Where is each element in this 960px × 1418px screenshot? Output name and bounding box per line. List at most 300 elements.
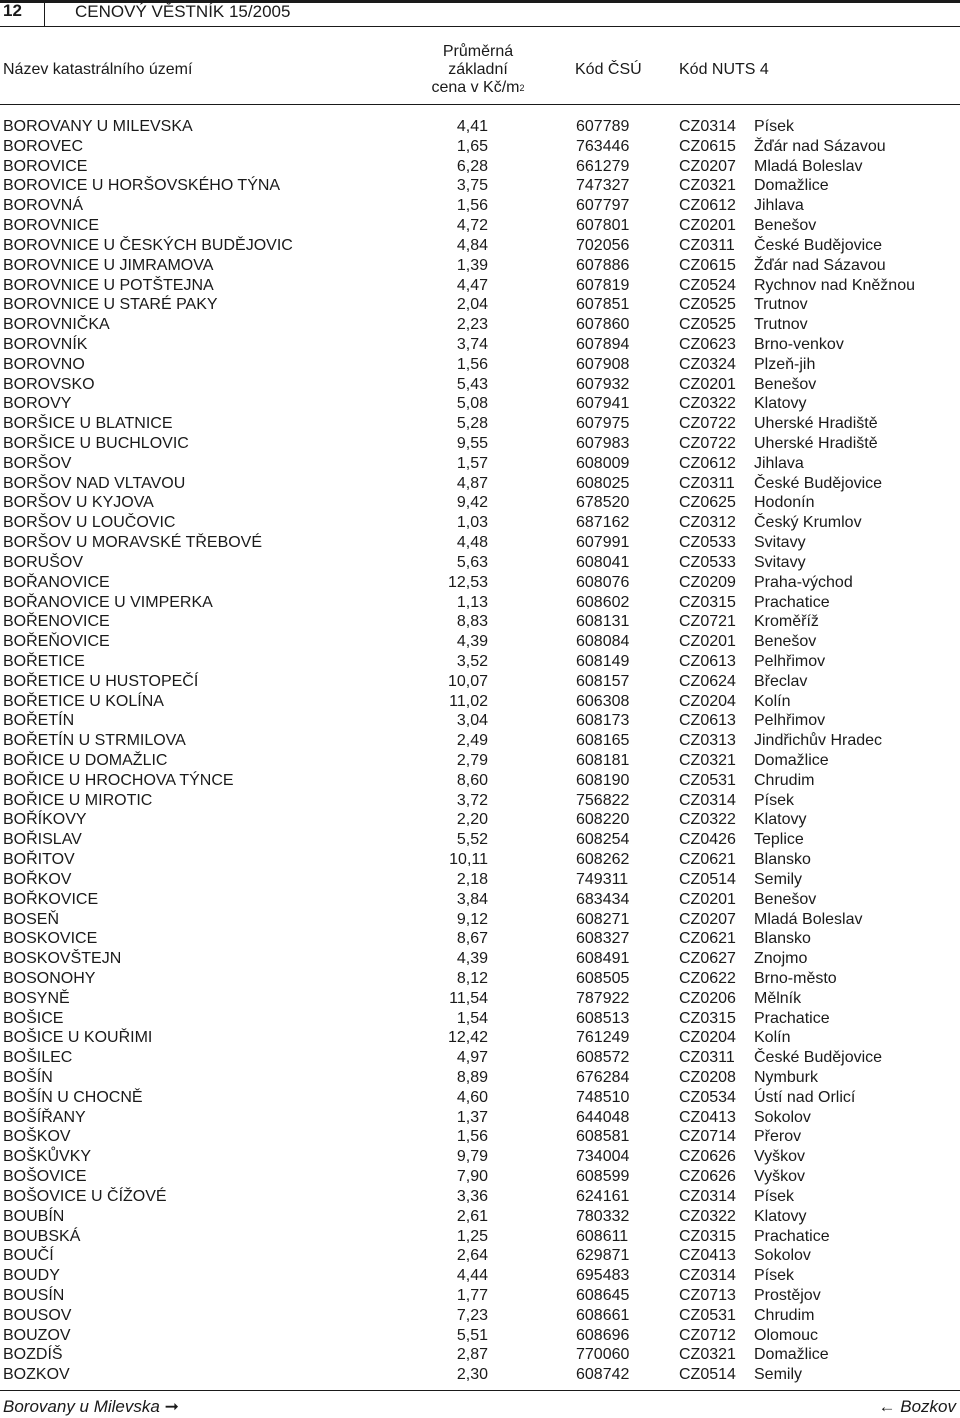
district-name: Benešov: [754, 375, 817, 393]
district-name: Plzeň-jih: [754, 355, 816, 373]
district-name: Pelhřimov: [754, 712, 826, 730]
header-rule: [0, 26, 960, 27]
csu-code: 607789: [576, 118, 630, 135]
nuts-code: CZ0322: [679, 395, 736, 413]
table-row: [0, 533, 960, 553]
table-row: [0, 276, 960, 296]
average-price: 5,63: [456, 553, 488, 571]
csu-code: 608076: [576, 573, 630, 591]
arrow-left-icon: ←: [878, 1397, 896, 1416]
district-name: Žďár nad Sázavou: [754, 256, 886, 274]
district-name: Prachatice: [754, 593, 830, 611]
nuts-code: CZ0314: [679, 1267, 736, 1285]
average-price: 1,39: [456, 256, 488, 274]
table-row: [0, 1246, 960, 1266]
district-name: Kolín: [754, 692, 791, 710]
nuts-code: CZ0312: [679, 514, 736, 532]
csu-code: 734004: [576, 1148, 630, 1166]
nuts-code: CZ0201: [679, 375, 736, 393]
nuts-code: CZ0613: [679, 652, 736, 670]
cadastral-name: BOUZOV: [3, 1326, 71, 1344]
district-name: Praha-východ: [754, 573, 853, 591]
csu-code: 608149: [576, 652, 630, 670]
table-row: [0, 1127, 960, 1147]
arrow-right-icon: ➞: [164, 1397, 179, 1416]
table-row: [0, 176, 960, 196]
average-price: 1,56: [456, 197, 488, 215]
district-name: Písek: [754, 791, 795, 809]
nuts-code: CZ0531: [679, 771, 736, 789]
table-row: [0, 434, 960, 454]
cadastral-name: BORŠICE U BLATNICE: [3, 415, 173, 433]
table-body: [0, 117, 960, 1385]
average-price: 2,04: [456, 296, 488, 314]
table-row: [0, 1108, 960, 1128]
average-price: 1,13: [456, 593, 488, 611]
csu-code: 749311: [576, 870, 629, 888]
nuts-code: CZ0201: [679, 217, 736, 235]
table-row: [0, 1345, 960, 1365]
average-price: 4,39: [456, 633, 488, 651]
cadastral-name: BOŠILEC: [3, 1049, 73, 1067]
average-price: 3,72: [456, 791, 488, 809]
nuts-code: CZ0626: [679, 1168, 736, 1186]
nuts-code: CZ0713: [679, 1286, 736, 1304]
district-name: Domažlice: [754, 752, 829, 769]
nuts-code: CZ0314: [679, 118, 736, 135]
district-name: Brno-venkov: [754, 335, 844, 353]
district-name: Semily: [754, 1366, 803, 1384]
district-name: České Budějovice: [754, 236, 883, 254]
csu-code: 747327: [576, 177, 630, 195]
cadastral-name: BOŠKŮVKY: [3, 1148, 92, 1166]
district-name: Mladá Boleslav: [754, 910, 863, 928]
table-row: [0, 573, 960, 593]
average-price: 4,48: [456, 534, 488, 552]
csu-code: 695483: [576, 1267, 630, 1285]
csu-code: 608271: [576, 910, 630, 928]
district-name: Domažlice: [754, 177, 829, 195]
nuts-code: CZ0322: [679, 1207, 736, 1225]
table-row: [0, 751, 960, 771]
nuts-code: CZ0524: [679, 276, 736, 294]
average-price: 2,49: [456, 732, 488, 750]
cadastral-name: BORŠOV U MORAVSKÉ TŘEBOVÉ: [3, 534, 263, 552]
nuts-code: CZ0314: [679, 1187, 736, 1205]
district-name: Klatovy: [754, 1207, 807, 1225]
table-row: [0, 1088, 960, 1108]
cadastral-name: BOŠÍŘANY: [3, 1108, 86, 1126]
csu-code: 608581: [576, 1128, 630, 1146]
average-price: 3,84: [456, 890, 488, 908]
average-price: 9,12: [456, 910, 488, 928]
table-row: [0, 910, 960, 930]
average-price: 3,75: [456, 177, 488, 195]
nuts-code: CZ0612: [679, 197, 736, 215]
csu-code: 608025: [576, 474, 630, 492]
csu-code: 607851: [576, 296, 630, 314]
nuts-code: CZ0204: [679, 692, 736, 710]
csu-code: 608220: [576, 811, 630, 829]
table-row: [0, 692, 960, 712]
average-price: 3,04: [456, 712, 488, 730]
district-name: Přerov: [754, 1128, 802, 1146]
average-price: 4,47: [456, 276, 488, 294]
table-row: [0, 810, 960, 830]
average-price: 3,74: [456, 335, 488, 353]
cadastral-name: BOŠOVICE: [3, 1168, 87, 1186]
nuts-code: CZ0624: [679, 672, 736, 690]
district-name: Kolín: [754, 1029, 791, 1047]
csu-code: 608491: [576, 950, 630, 968]
table-row: [0, 791, 960, 811]
average-price: 4,39: [456, 950, 488, 968]
table-row: [0, 652, 960, 672]
nuts-code: CZ0514: [679, 870, 736, 888]
table-row: [0, 216, 960, 236]
nuts-code: CZ0314: [679, 791, 736, 809]
district-name: Vyškov: [754, 1168, 805, 1186]
table-row: [0, 295, 960, 315]
nuts-code: CZ0413: [679, 1247, 736, 1265]
csu-code: 608157: [576, 672, 630, 690]
csu-code: 608009: [576, 454, 630, 472]
table-row: [0, 196, 960, 216]
csu-code: 770060: [576, 1346, 630, 1364]
csu-code: 608262: [576, 851, 630, 869]
cadastral-name: BOROVNICE: [3, 217, 100, 235]
csu-code: 629871: [576, 1247, 630, 1265]
average-price: 12,53: [447, 573, 488, 591]
csu-code: 608254: [576, 831, 630, 849]
table-row: [0, 989, 960, 1009]
district-name: Prostějov: [754, 1286, 821, 1304]
table-row: [0, 890, 960, 910]
cadastral-name: BOROVICE U HORŠOVSKÉHO TÝNA: [3, 177, 281, 195]
table-row: [0, 1207, 960, 1227]
csu-code: 608165: [576, 732, 630, 750]
csu-code: 756822: [576, 791, 630, 809]
district-name: Svitavy: [754, 553, 806, 571]
footer-first-label: Borovany u Milevska: [3, 1397, 160, 1416]
csu-code: 661279: [576, 157, 630, 175]
nuts-code: CZ0209: [679, 573, 736, 591]
cadastral-name: BORŠOV: [3, 454, 72, 472]
district-name: Domažlice: [754, 1346, 829, 1364]
district-name: Chrudim: [754, 771, 815, 789]
csu-code: 683434: [576, 890, 630, 908]
cadastral-name: BORUŠOV: [3, 553, 84, 571]
average-price: 3,52: [456, 652, 488, 670]
average-price: 7,23: [456, 1306, 488, 1324]
district-name: Písek: [754, 1187, 795, 1205]
cadastral-name: BOŘETÍN: [3, 712, 75, 730]
nuts-code: CZ0315: [679, 593, 736, 611]
table-row: [0, 1286, 960, 1306]
cadastral-name: BOŘANOVICE U VIMPERKA: [3, 593, 213, 611]
nuts-code: CZ0321: [679, 752, 736, 769]
table-row: [0, 236, 960, 256]
price-header-unit: cena v Kč/m: [431, 79, 520, 96]
table-row: [0, 553, 960, 573]
district-name: Uherské Hradiště: [754, 415, 878, 433]
cadastral-name: BOSYNĚ: [3, 989, 70, 1007]
average-price: 1,54: [456, 1009, 488, 1027]
csu-code: 608599: [576, 1168, 630, 1186]
price-header-line1: Průměrná: [442, 43, 514, 60]
cadastral-name: BOUSÍN: [3, 1286, 65, 1304]
table-row: [0, 1147, 960, 1167]
cadastral-name: BOŠICE U KOUŘIMI: [3, 1029, 153, 1047]
district-name: Uherské Hradiště: [754, 435, 878, 452]
csu-code: 607860: [576, 316, 630, 334]
cadastral-name: BOZDÍŠ: [3, 1346, 63, 1364]
average-price: 2,87: [456, 1346, 488, 1364]
district-name: Prachatice: [754, 1227, 830, 1245]
cadastral-name: BOROVEC: [3, 137, 84, 155]
district-name: Klatovy: [754, 395, 807, 413]
table-row: [0, 593, 960, 613]
district-name: Trutnov: [754, 316, 808, 334]
nuts-code: CZ0612: [679, 454, 736, 472]
csu-code: 608190: [576, 771, 630, 789]
district-name: Benešov: [754, 633, 817, 651]
cadastral-name: BOŘISLAV: [3, 831, 82, 849]
average-price: 2,30: [456, 1366, 488, 1384]
cadastral-name: BOROVY: [3, 395, 72, 413]
nuts-code: CZ0201: [679, 890, 736, 908]
district-name: Mělník: [754, 989, 802, 1007]
cadastral-name: BOROVNIČKA: [3, 316, 110, 334]
table-row: [0, 771, 960, 791]
average-price: 11,02: [449, 692, 488, 710]
nuts-code: CZ0627: [679, 950, 736, 968]
nuts-code: CZ0311: [679, 236, 735, 254]
csu-code: 608513: [576, 1009, 630, 1027]
cadastral-name: BOROVSKO: [3, 375, 95, 393]
table-row: [0, 493, 960, 513]
csu-code: 607908: [576, 355, 630, 373]
csu-code: 608327: [576, 930, 630, 948]
table-row: [0, 632, 960, 652]
cadastral-name: BOŘANOVICE: [3, 573, 110, 591]
district-name: Blansko: [754, 930, 811, 948]
average-price: 3,36: [456, 1187, 488, 1205]
district-name: Jihlava: [754, 454, 804, 472]
district-name: Nymburk: [754, 1069, 819, 1086]
csu-code: 607797: [576, 197, 630, 215]
column-header-nuts: Kód NUTS 4: [679, 61, 769, 78]
district-name: Český Krumlov: [754, 514, 862, 532]
average-price: 8,83: [456, 613, 488, 631]
district-name: Žďár nad Sázavou: [754, 137, 886, 155]
average-price: 4,44: [456, 1267, 488, 1285]
csu-code: 687162: [576, 514, 630, 532]
average-price: 9,42: [456, 494, 488, 512]
footer-first-entry: [3, 1397, 179, 1417]
nuts-code: CZ0204: [679, 1029, 736, 1047]
csu-code: 608041: [576, 553, 630, 571]
table-row: [0, 612, 960, 632]
cadastral-name: BORŠOV U KYJOVA: [3, 494, 154, 512]
csu-code: 607894: [576, 335, 630, 353]
table-row: [0, 929, 960, 949]
table-row: [0, 1068, 960, 1088]
nuts-code: CZ0722: [679, 415, 736, 433]
csu-code: 761249: [576, 1029, 630, 1047]
district-name: Sokolov: [754, 1247, 811, 1265]
csu-code: 763446: [576, 137, 630, 155]
cadastral-name: BOROVANY U MILEVSKA: [3, 118, 193, 135]
average-price: 4,87: [456, 474, 488, 492]
table-row: [0, 1009, 960, 1029]
average-price: 2,23: [456, 316, 488, 334]
average-price: 1,56: [456, 1128, 488, 1146]
nuts-code: CZ0722: [679, 435, 736, 452]
cadastral-name: BOROVICE: [3, 157, 88, 175]
table-row: [0, 1266, 960, 1286]
district-name: Hodonín: [754, 494, 815, 512]
cadastral-name: BOŘKOVICE: [3, 890, 99, 908]
cadastral-name: BOROVNÁ: [3, 197, 84, 215]
district-name: Pelhřimov: [754, 652, 826, 670]
page-number: 12: [3, 1, 22, 20]
nuts-code: CZ0531: [679, 1306, 736, 1324]
csu-code: 608661: [576, 1306, 630, 1324]
average-price: 5,52: [456, 831, 488, 849]
csu-code: 608084: [576, 633, 630, 651]
cadastral-name: BOŘITOV: [3, 851, 75, 869]
table-row: [0, 375, 960, 395]
table-row: [0, 870, 960, 890]
nuts-code: CZ0311: [679, 1049, 735, 1067]
table-row: [0, 335, 960, 355]
nuts-code: CZ0321: [679, 1346, 736, 1364]
csu-code: 787922: [576, 989, 630, 1007]
cadastral-name: BOSONOHY: [3, 969, 96, 987]
cadastral-name: BOŘKOV: [3, 870, 72, 888]
district-name: Benešov: [754, 217, 817, 235]
page-header: [0, 0, 960, 26]
column-header-name: Název katastrálního území: [3, 61, 193, 78]
nuts-code: CZ0413: [679, 1108, 736, 1126]
nuts-code: CZ0525: [679, 316, 736, 334]
publication-title: CENOVÝ VĚSTNÍK 15/2005: [75, 2, 291, 21]
average-price: 2,61: [456, 1207, 488, 1225]
price-header-line2: základní: [448, 61, 508, 78]
cadastral-name: BOROVNO: [3, 355, 85, 373]
cadastral-name: BOZKOV: [3, 1366, 70, 1384]
nuts-code: CZ0426: [679, 831, 736, 849]
table-row: [0, 1227, 960, 1247]
cadastral-name: BOŘENOVICE: [3, 613, 110, 631]
table-row: [0, 315, 960, 335]
csu-code: 608131: [576, 613, 630, 631]
csu-code: 607983: [576, 435, 630, 452]
table-row: [0, 1187, 960, 1207]
csu-code: 748510: [576, 1088, 630, 1106]
cadastral-name: BOROVNICE U JIMRAMOVA: [3, 256, 214, 274]
csu-code: 608173: [576, 712, 630, 730]
district-name: Vyškov: [754, 1148, 805, 1166]
district-name: České Budějovice: [754, 1049, 883, 1067]
nuts-code: CZ0514: [679, 1366, 736, 1384]
csu-code: 624161: [576, 1187, 630, 1205]
table-row: [0, 672, 960, 692]
average-price: 7,90: [456, 1168, 488, 1186]
district-name: Klatovy: [754, 811, 807, 829]
nuts-code: CZ0207: [679, 910, 736, 928]
footer-last-entry: [879, 1397, 956, 1417]
cadastral-name: BOŘETICE: [3, 652, 85, 670]
average-price: 5,43: [456, 375, 488, 393]
csu-code: 608572: [576, 1049, 630, 1067]
nuts-code: CZ0615: [679, 137, 736, 155]
table-row: [0, 117, 960, 137]
table-row: [0, 949, 960, 969]
nuts-code: CZ0626: [679, 1148, 736, 1166]
csu-code: 676284: [576, 1069, 630, 1086]
average-price: 10,11: [449, 851, 488, 869]
cadastral-name: BOROVNICE U ČESKÝCH BUDĚJOVIC: [3, 236, 293, 254]
cadastral-name: BOŘEŇOVICE: [3, 633, 110, 651]
table-row: [0, 711, 960, 731]
csu-code: 608742: [576, 1366, 630, 1384]
csu-code: 608505: [576, 969, 630, 987]
cadastral-name: BOŠKOV: [3, 1128, 71, 1146]
cadastral-name: BOUBÍN: [3, 1207, 65, 1225]
csu-code: 702056: [576, 236, 630, 254]
cadastral-name: BOŘETICE U KOLÍNA: [3, 692, 164, 710]
district-name: Písek: [754, 118, 795, 135]
nuts-code: CZ0625: [679, 494, 736, 512]
table-row: [0, 1048, 960, 1068]
csu-code: 608696: [576, 1326, 630, 1344]
footer-last-label: Bozkov: [900, 1397, 956, 1416]
average-price: 5,08: [456, 395, 488, 413]
price-header-line3: [418, 79, 538, 97]
district-name: Teplice: [754, 831, 804, 849]
csu-code: 608181: [576, 752, 630, 769]
cadastral-name: BOSEŇ: [3, 910, 60, 928]
cadastral-name: BOŘICE U DOMAŽLIC: [3, 752, 168, 769]
table-row: [0, 1326, 960, 1346]
nuts-code: CZ0533: [679, 534, 736, 552]
district-name: Kroměříž: [754, 613, 819, 631]
district-name: Benešov: [754, 890, 817, 908]
header-separator: [44, 0, 45, 26]
nuts-code: CZ0621: [679, 930, 736, 948]
district-name: Brno-město: [754, 969, 837, 987]
table-header-rule: [0, 104, 960, 105]
average-price: 2,18: [456, 870, 488, 888]
nuts-code: CZ0721: [679, 613, 736, 631]
cadastral-name: BOROVNÍK: [3, 335, 88, 353]
average-price: 4,97: [456, 1049, 488, 1067]
average-price: 8,12: [456, 969, 488, 987]
average-price: 9,79: [456, 1148, 488, 1166]
average-price: 1,25: [456, 1227, 488, 1245]
csu-code: 608602: [576, 593, 630, 611]
district-name: Jihlava: [754, 197, 804, 215]
table-row: [0, 830, 960, 850]
average-price: 12,42: [447, 1029, 488, 1047]
csu-code: 607801: [576, 217, 630, 235]
nuts-code: CZ0613: [679, 712, 736, 730]
cadastral-name: BOŠÍN U CHOCNĚ: [3, 1088, 143, 1106]
district-name: Rychnov nad Kněžnou: [754, 276, 915, 294]
nuts-code: CZ0615: [679, 256, 736, 274]
